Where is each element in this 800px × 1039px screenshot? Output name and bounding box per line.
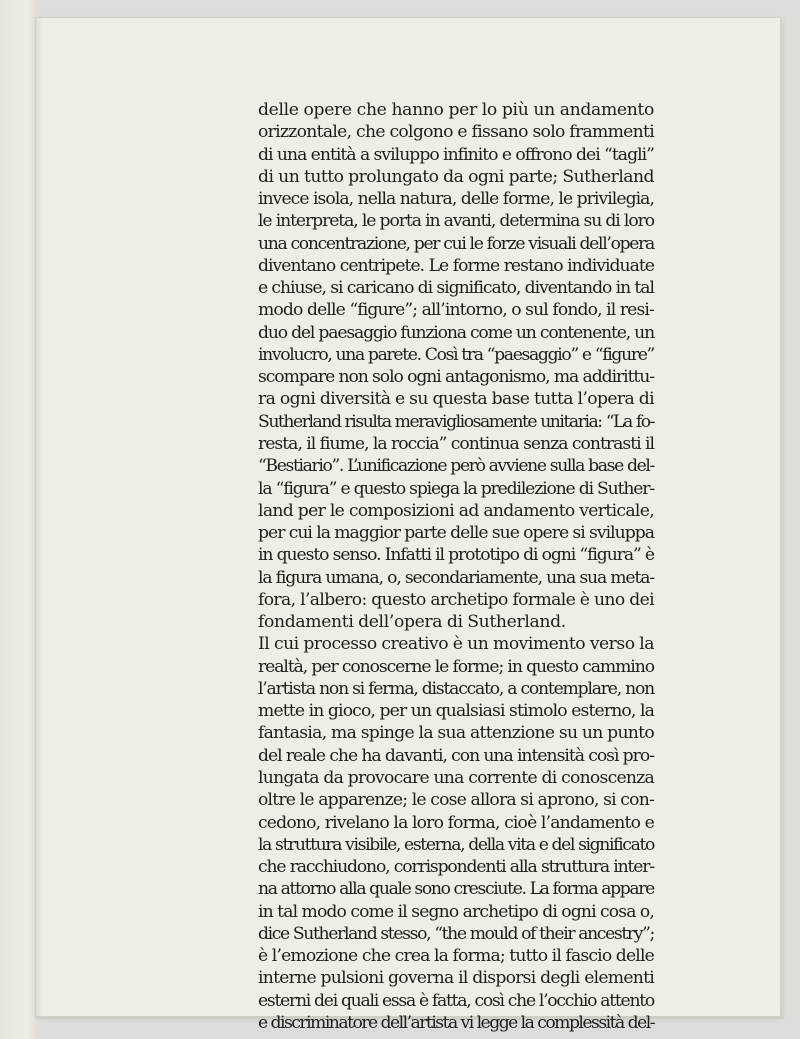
text-line: “Bestiario”. L’unificazione però avviene sulla base del-	[258, 456, 654, 477]
text-line: resta, il fiume, la roccia” continua senza contrasti il	[258, 433, 654, 454]
text-line: modo delle “figure”; all’intorno, o sul fondo, il resi-	[258, 300, 654, 321]
text-line: oltre le apparenze; le cose allora si aprono, si con-	[258, 790, 654, 811]
text-line: cedono, rivelano la loro forma, cioè l’andamento e	[258, 812, 654, 833]
text-line: Il cui processo creativo è un movimento verso la	[258, 634, 654, 655]
text-line: l’artista non si ferma, distaccato, a contemplare, non	[258, 678, 654, 699]
text-line: Sutherland risulta meravigliosamente unitaria: “La fo-	[258, 411, 654, 432]
text-line: fora, l’albero: questo archetipo formale è uno dei	[258, 589, 654, 610]
text-line: che racchiudono, corrispondenti alla struttura inter-	[258, 857, 654, 878]
text-line: in questo senso. Infatti il prototipo di ogni “figura” è	[258, 545, 654, 566]
page-gutter-shadow	[36, 18, 42, 1016]
text-line: del reale che ha davanti, con una intensità così pro-	[258, 745, 654, 766]
text-line: na attorno alla quale sono cresciute. La forma appare	[258, 879, 654, 900]
text-line: delle opere che hanno per lo più un andamento	[258, 100, 654, 120]
text-line: e discriminatore dell’artista vi legge la complessità del-	[258, 1012, 654, 1033]
text-line: duo del paesaggio funziona come un contenente, un	[258, 322, 654, 343]
text-line: per cui la maggior parte delle sue opere si sviluppa	[258, 523, 654, 544]
text-line: lungata da provocare una corrente di conoscenza	[258, 767, 654, 788]
text-line: di una entità a sviluppo infinito e offrono dei “tagli”	[258, 144, 654, 165]
text-line: orizzontale, che colgono e fissano solo frammenti	[258, 122, 654, 143]
text-line: le interpreta, le porta in avanti, determina su di loro	[258, 211, 654, 232]
text-line: e chiuse, si caricano di significato, diventando in tal	[258, 278, 654, 299]
body-text	[258, 99, 654, 1034]
text-line: la struttura visibile, esterna, della vita e del significato	[258, 834, 654, 855]
text-line: diventano centripete. Le forme restano individuate	[258, 255, 654, 276]
text-line: realtà, per conoscerne le forme; in questo cammino	[258, 656, 654, 677]
text-line: land per le composizioni ad andamento verticale,	[258, 500, 654, 521]
text-line: mette in gioco, per un qualsiasi stimolo esterno, la	[258, 701, 654, 722]
text-line: in tal modo come il segno archetipo di ogni cosa o,	[258, 901, 654, 922]
text-line: fondamenti dell’opera di Sutherland.	[258, 612, 566, 633]
text-line: scompare non solo ogni antagonismo, ma addirittu-	[258, 367, 654, 388]
text-line: una concentrazione, per cui le forze visuali dell’opera	[258, 233, 654, 254]
text-line: involucro, una parete. Così tra “paesaggio” e “figure”	[258, 344, 654, 365]
text-line: di un tutto prolungato da ogni parte; Sutherland	[258, 166, 654, 187]
text-line: è l’emozione che crea la forma; tutto il fascio delle	[258, 946, 654, 967]
text-line: invece isola, nella natura, delle forme, le privilegia,	[258, 189, 654, 210]
text-line: dice Sutherland stesso, “the mould of their ancestry”;	[258, 923, 654, 944]
text-line: esterni dei quali essa è fatta, così che l’occhio attento	[258, 990, 654, 1011]
text-line: fantasia, ma spinge la sua attenzione su un punto	[258, 723, 654, 744]
text-line: interne pulsioni governa il disporsi degli elementi	[258, 968, 654, 989]
text-line: la figura umana, o, secondariamente, una sua meta-	[258, 567, 654, 588]
text-line: ra ogni diversità e su questa base tutta l’opera di	[258, 389, 654, 410]
text-line: la “figura” e questo spiega la predilezione di Suther-	[258, 478, 654, 499]
left-page-edge	[0, 0, 38, 1039]
